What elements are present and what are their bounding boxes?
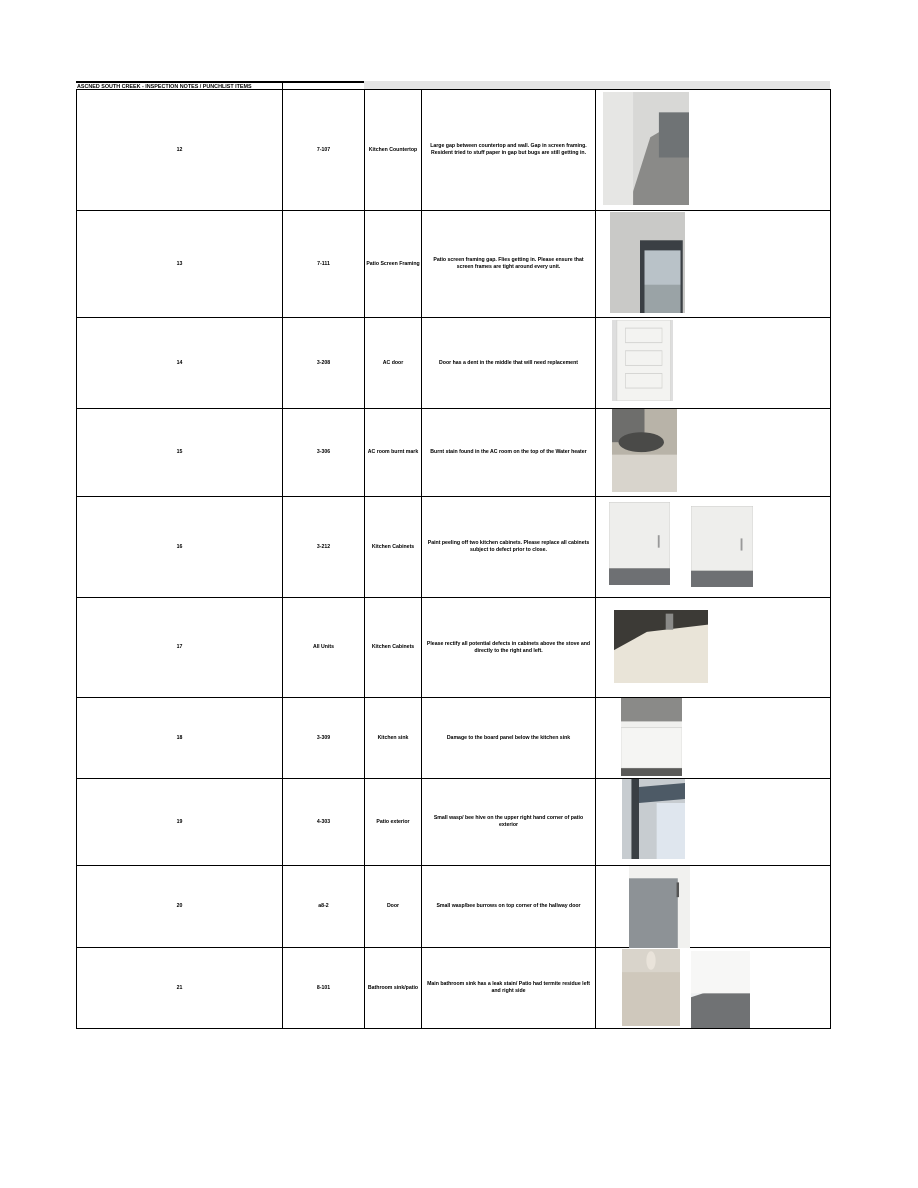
inspection-note: Main bathroom sink has a leak stain/ Patio had termite residue left and right side xyxy=(427,981,590,994)
unit-number: 3-306 xyxy=(316,449,331,455)
location-label: Kitchen Countertop xyxy=(368,146,418,153)
inspection-note: Door has a dent in the middle that will need replacement xyxy=(439,359,578,366)
item-number: 12 xyxy=(176,146,183,153)
patio-floor-photo-icon xyxy=(691,951,750,1028)
item-number: 16 xyxy=(176,543,183,550)
countertop-photo-icon xyxy=(603,92,689,205)
patio-exterior-photo-icon xyxy=(622,779,685,859)
header-shaded-band xyxy=(364,81,830,89)
unit-number: 8-101 xyxy=(316,984,331,991)
location-label: Bathroom sink/patio xyxy=(367,984,419,991)
inspection-note: Please rectify all potential defects in cabinets above the stove and directly to the right and left. xyxy=(426,640,591,654)
unit-number: 7-107 xyxy=(316,146,331,153)
column-divider xyxy=(830,89,831,1029)
location-label: Patio Screen Framing xyxy=(366,260,420,267)
item-number: 13 xyxy=(176,260,183,267)
unit-number: 3-212 xyxy=(316,543,331,550)
row-divider xyxy=(76,1028,831,1029)
cabinet-photo-icon xyxy=(609,502,670,585)
column-divider xyxy=(595,89,596,1029)
ac-door-photo-icon xyxy=(612,320,673,401)
unit-number: All Units xyxy=(312,644,335,650)
unit-number: a8-2 xyxy=(318,903,329,909)
location-label: Kitchen Cabinets xyxy=(371,644,415,650)
kitchen-sink-photo-icon xyxy=(621,698,682,776)
unit-number: 3-309 xyxy=(316,734,331,741)
item-number: 20 xyxy=(176,903,183,909)
item-number: 15 xyxy=(176,449,183,455)
bathroom-sink-photo-icon xyxy=(622,949,680,1026)
cabinet-corner-photo-icon xyxy=(614,610,708,683)
item-number: 17 xyxy=(176,644,183,650)
inspection-note: Small wasp/bee burrows on top corner of the hallway door xyxy=(436,903,581,909)
unit-number: 7-111 xyxy=(317,260,330,267)
water-heater-photo-icon xyxy=(612,409,677,492)
inspection-note: Patio screen framing gap. Flies getting in. Please ensure that screen frames are tight around every unit. xyxy=(433,257,584,270)
unit-number: 4-303 xyxy=(316,818,331,825)
location-label: Patio exterior xyxy=(376,818,410,825)
item-number: 14 xyxy=(176,359,183,366)
cabinet-photo-icon xyxy=(691,506,753,587)
inspection-note: Paint peeling off two kitchen cabinets. Please replace all cabinets subject to defect prior to close. xyxy=(427,540,590,553)
inspection-note: Damage to the board panel below the kitchen sink xyxy=(446,734,571,741)
location-label: Door xyxy=(386,903,400,909)
unit-number: 3-208 xyxy=(316,359,331,366)
item-number: 19 xyxy=(176,818,183,825)
location-label: AC door xyxy=(382,359,404,366)
location-label: Kitchen sink xyxy=(377,734,409,741)
inspection-note: Large gap between countertop and wall. Gap in screen framing. Resident tried to stuff paper in gap but bugs are still getting in. xyxy=(430,143,587,156)
hallway-door-photo-icon xyxy=(629,866,690,948)
item-number: 21 xyxy=(176,984,183,991)
location-label: Kitchen Cabinets xyxy=(371,543,415,550)
item-number: 18 xyxy=(176,734,183,741)
inspection-note: Burnt stain found in the AC room on the top of the Water heater xyxy=(430,449,587,455)
header-empty-cell xyxy=(282,81,364,89)
header-title: ASCNED SOUTH CREEK - INSPECTION NOTES / PUNCHLIST ITEMS xyxy=(76,81,282,89)
location-label: AC room burnt mark xyxy=(367,449,419,455)
inspection-note: Small wasp/ bee hive on the upper right hand corner of patio exterior xyxy=(433,815,584,828)
patio-screen-photo-icon xyxy=(610,212,685,313)
